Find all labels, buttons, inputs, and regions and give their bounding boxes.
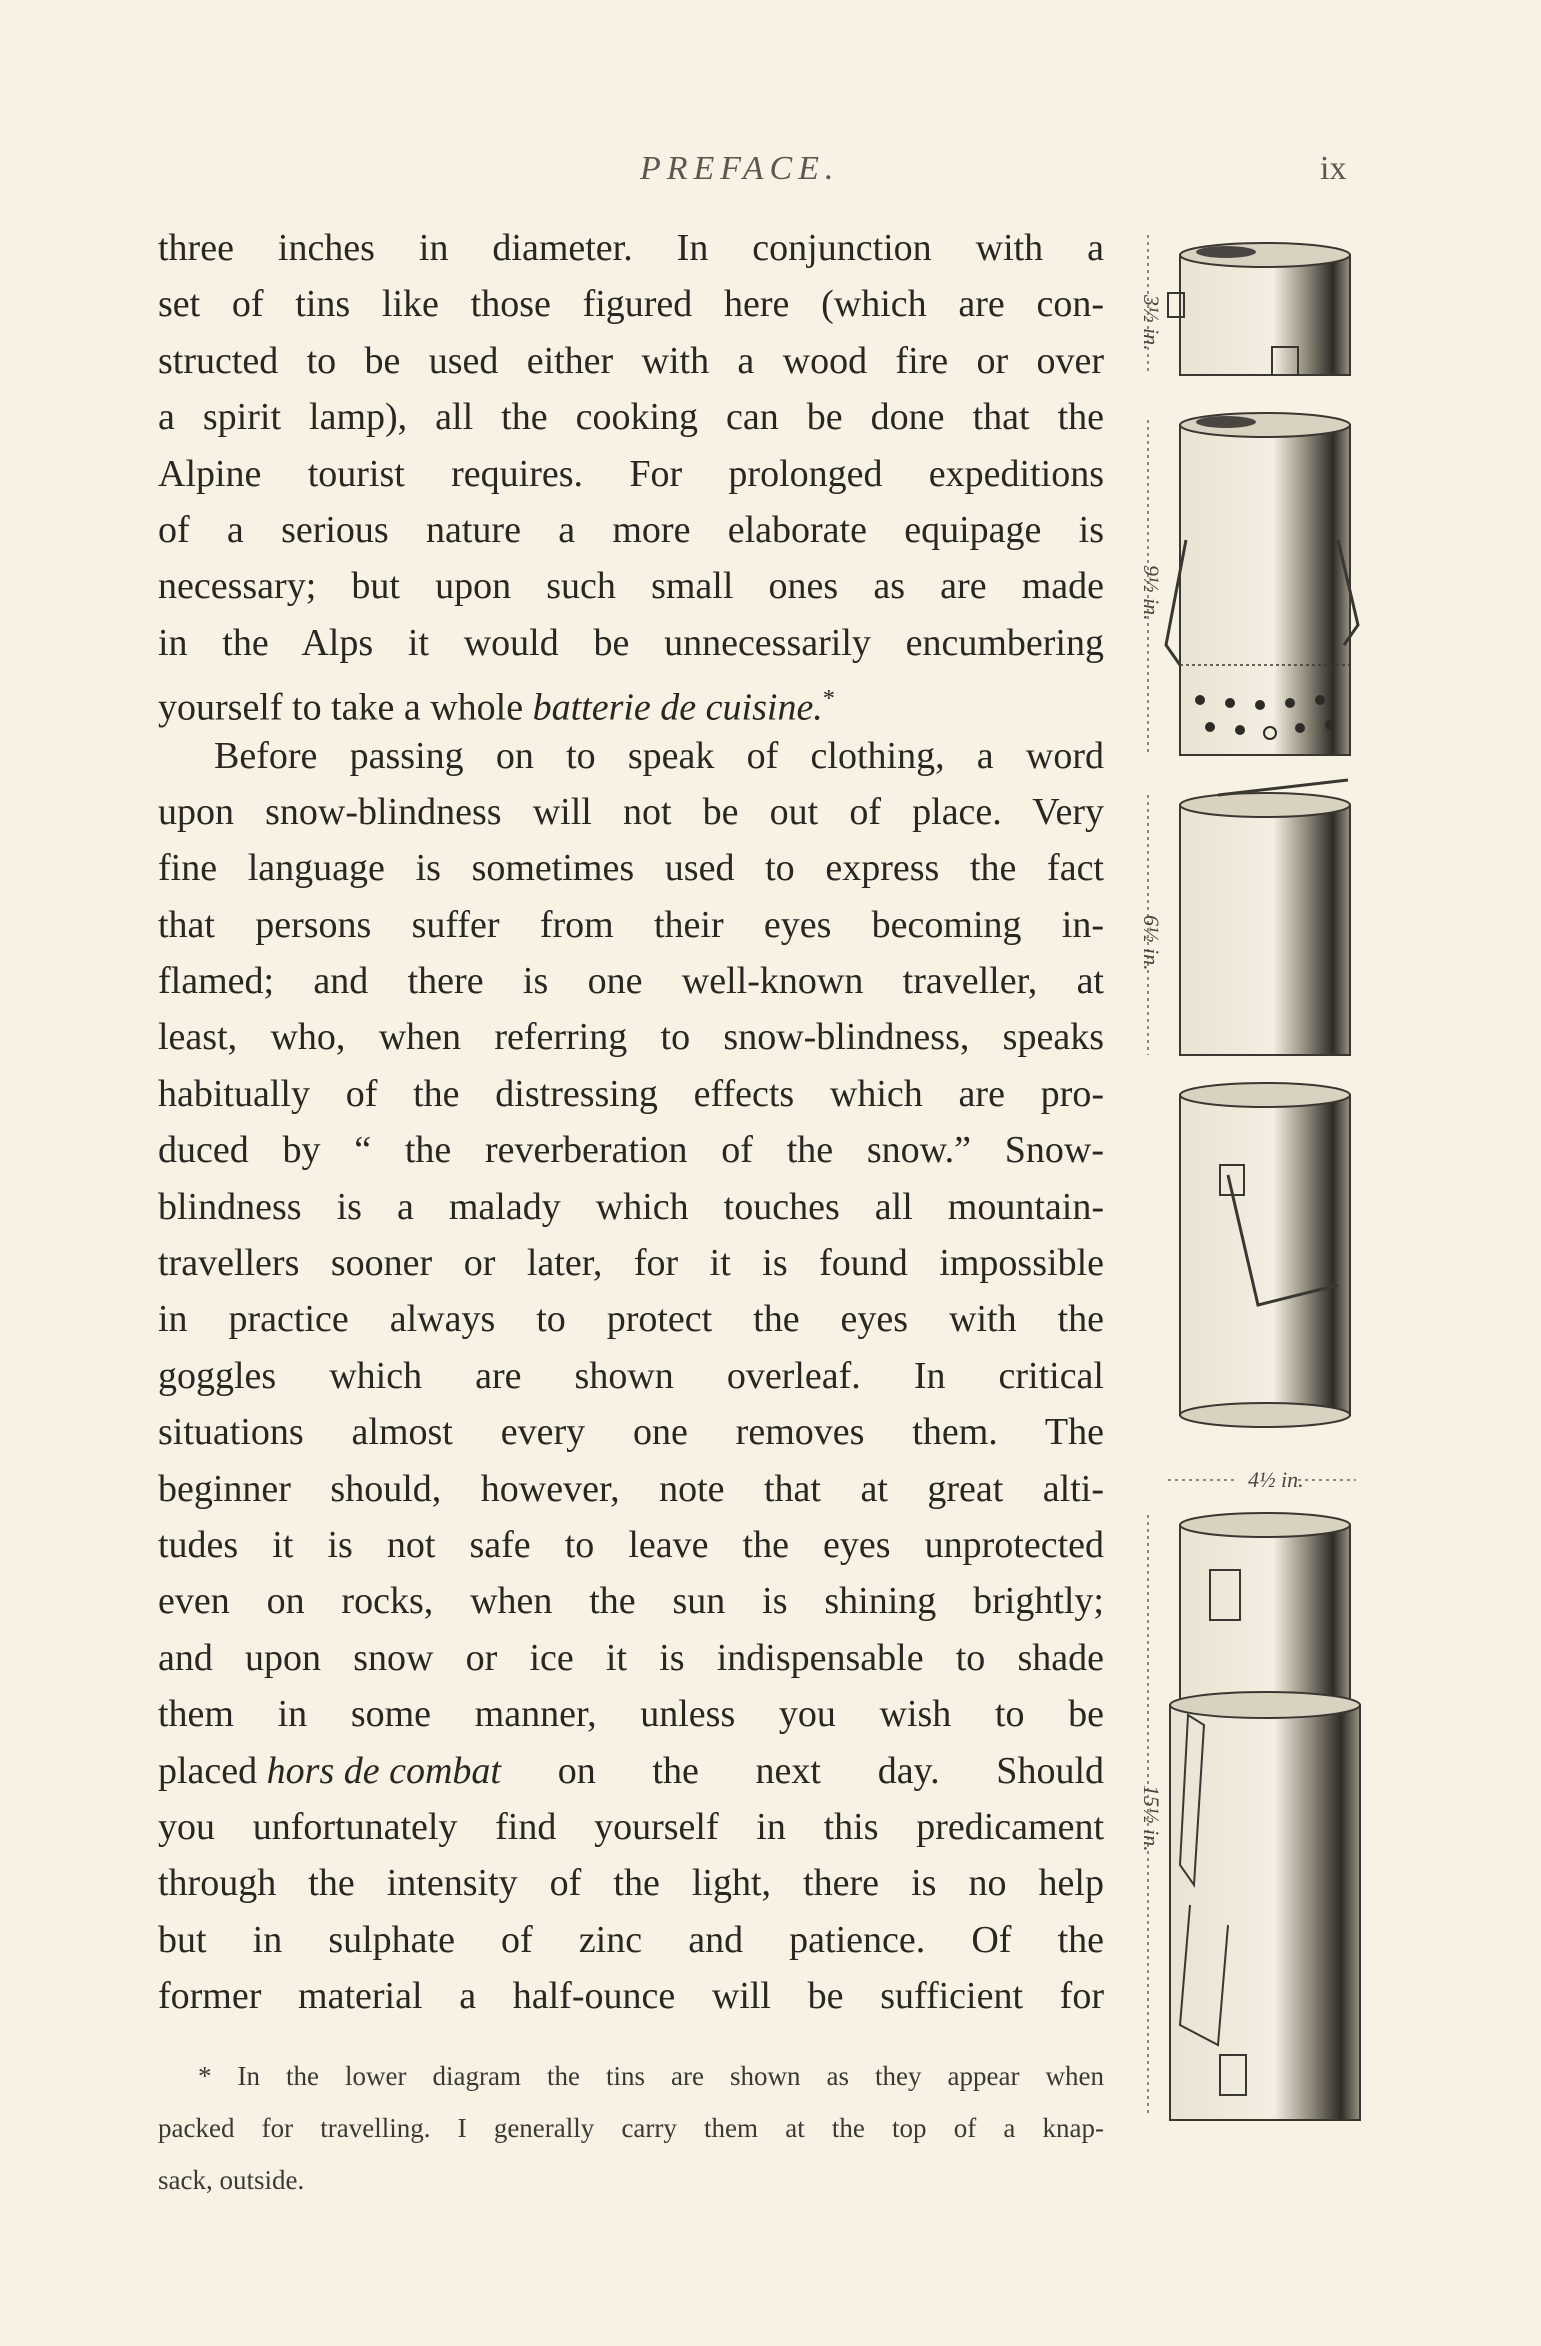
footnote-line: * In the lower diagram the tins are shown as they appear when bbox=[198, 2061, 1104, 2091]
text-line: travellers sooner or later, for it is found impossible bbox=[158, 1242, 1104, 1285]
text-line: set of tins like those figured here (which are con- bbox=[158, 283, 1104, 326]
footnote bbox=[158, 2050, 1104, 2206]
text-line: necessary; but upon such small ones as are made bbox=[158, 565, 1104, 608]
text-line: upon snow-blindness will not be out of place. Very bbox=[158, 790, 1104, 833]
text-line: tudes it is not safe to leave the eyes unprotected bbox=[158, 1523, 1104, 1566]
dimension-label: 6½ in. bbox=[1139, 915, 1164, 971]
text-line: beginner should, however, note that at great alti- bbox=[158, 1467, 1104, 1510]
text-line: a spirit lamp), all the cooking can be done that the bbox=[158, 396, 1104, 439]
text-line: flamed; and there is one well-known traveller, at bbox=[158, 960, 1104, 1003]
small-pot-tin bbox=[1168, 243, 1350, 375]
text-line-paragraph-end bbox=[158, 671, 1104, 727]
text-line: even on rocks, when the sun is shining brightly; bbox=[158, 1580, 1104, 1623]
text-segment: on the next day. Should bbox=[500, 1749, 1104, 1792]
footnote-marker: * bbox=[822, 686, 835, 713]
text-line: former material a half-ounce will be sufficient for bbox=[158, 1975, 1104, 2018]
text-line: but in sulphate of zinc and patience. Of the bbox=[158, 1918, 1104, 1961]
text-line-mixed bbox=[158, 1743, 1104, 1799]
text-line: Alpine tourist requires. For prolonged expeditions bbox=[158, 452, 1104, 495]
text-line: them in some manner, unless you wish to be bbox=[158, 1693, 1104, 1736]
footnote-line: sack, outside. bbox=[158, 2165, 305, 2195]
text-line: least, who, when referring to snow-blindness, speaks bbox=[158, 1016, 1104, 1059]
body-text bbox=[158, 220, 1104, 2025]
cooking-tins-illustration bbox=[1108, 225, 1368, 2185]
page-number: ix bbox=[1320, 150, 1347, 187]
text-line: in the Alps it would be unnecessarily encumbering bbox=[158, 621, 1104, 664]
text-line: structed to be used either with a wood fire or over bbox=[158, 339, 1104, 382]
text-line: habitually of the distressing effects which are pro- bbox=[158, 1072, 1104, 1115]
text-line: through the intensity of the light, there is no help bbox=[158, 1862, 1104, 1905]
dimension-label: 3½ in. bbox=[1139, 295, 1164, 351]
text-segment: yourself to take a whole bbox=[158, 686, 533, 729]
text-line: and upon snow or ice it is indispensable to shade bbox=[158, 1636, 1104, 1679]
dimension-label: 15½ in. bbox=[1139, 1785, 1164, 1852]
text-line: goggles which are shown overleaf. In critical bbox=[158, 1354, 1104, 1397]
dimension-label: 4½ in. bbox=[1248, 1467, 1304, 1492]
text-line: you unfortunately find yourself in this predicament bbox=[158, 1805, 1104, 1848]
text-line: Before passing on to speak of clothing, a word bbox=[214, 734, 1104, 777]
footnote-line: packed for travelling. I generally carry them at the top of a knap- bbox=[158, 2113, 1104, 2143]
text-line: that persons suffer from their eyes becoming in- bbox=[158, 903, 1104, 946]
stove-tin bbox=[1166, 413, 1358, 755]
text-line: duced by “ the reverberation of the snow.” Snow- bbox=[158, 1129, 1104, 1172]
italic-phrase: batterie de cuisine. bbox=[532, 686, 823, 729]
packed-tins bbox=[1170, 1513, 1360, 2120]
running-title: PREFACE. bbox=[640, 150, 840, 187]
kettle-tin bbox=[1180, 1083, 1350, 1427]
text-line: three inches in diameter. In conjunction with a bbox=[158, 227, 1104, 269]
cylinder-tin bbox=[1180, 780, 1350, 1055]
text-line: situations almost every one removes them. The bbox=[158, 1411, 1104, 1454]
text-segment: placed bbox=[158, 1749, 267, 1792]
text-line: fine language is sometimes used to express the fact bbox=[158, 847, 1104, 890]
text-line: blindness is a malady which touches all mountain- bbox=[158, 1185, 1104, 1228]
dimension-label: 9½ in. bbox=[1139, 565, 1164, 621]
italic-phrase: hors de combat bbox=[266, 1749, 501, 1792]
text-line: of a serious nature a more elaborate equipage is bbox=[158, 508, 1104, 551]
text-line: in practice always to protect the eyes with the bbox=[158, 1298, 1104, 1341]
